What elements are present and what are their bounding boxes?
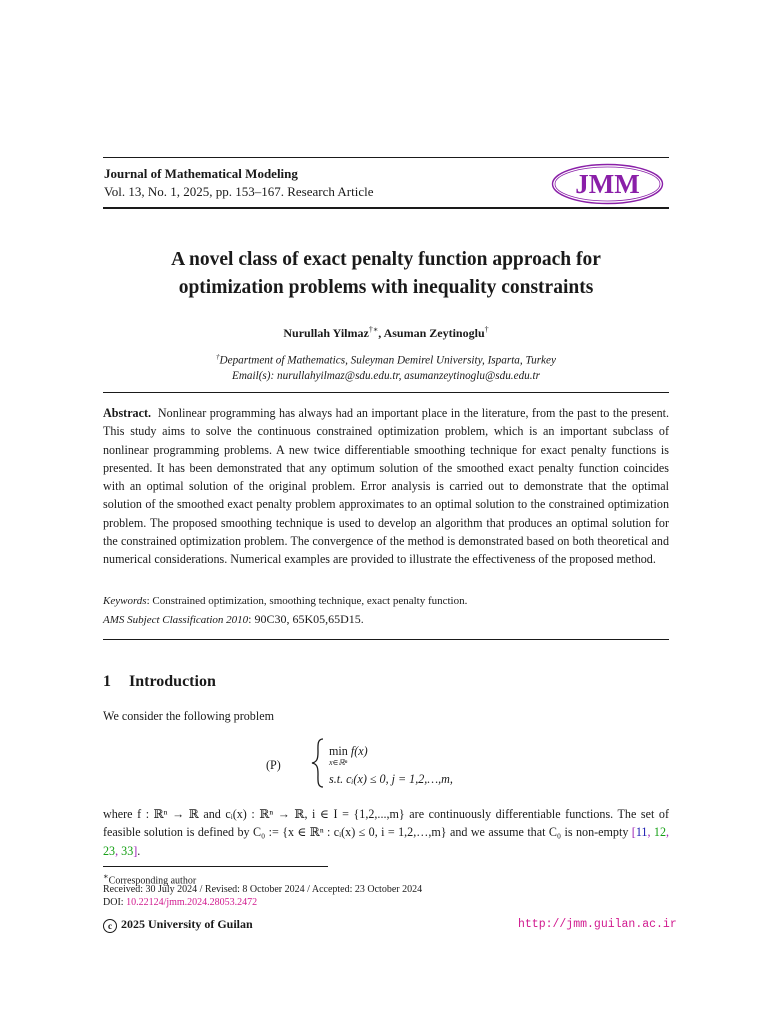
problem-objective-line — [329, 744, 368, 767]
citation-23[interactable]: 23 — [103, 843, 116, 858]
title-line-2: optimization problems with inequality constraints — [178, 277, 594, 298]
keywords-label: Keywords — [103, 595, 147, 607]
problem-constraint-line — [329, 772, 453, 787]
affiliation-emails: Email(s): nurullahyilmaz@sdu.edu.tr, asumanzeytinoglu@sdu.edu.tr — [231, 369, 541, 382]
objective-function: f(x) — [350, 744, 368, 758]
corresponding-mark: ∗ — [103, 872, 109, 881]
doi-link[interactable]: 10.22124/jmm.2024.28053.2472 — [126, 897, 258, 908]
author-separator: , — [378, 326, 384, 340]
cite-close-bracket: ] — [133, 843, 138, 858]
abstract — [103, 404, 669, 568]
ams-classification — [103, 612, 364, 627]
authors — [103, 325, 669, 341]
paragraph-end: . — [137, 843, 141, 858]
intro-sentence: We consider the following problem — [103, 709, 274, 723]
section-number: 1 — [103, 673, 111, 690]
author-1: Nurullah Yilmaz — [283, 326, 369, 340]
intro-paragraph — [103, 805, 669, 860]
problem-display — [266, 738, 566, 790]
min-subscript: x∈ℝⁿ — [329, 758, 348, 767]
journal-url-link[interactable]: http://jmm.guilan.ac.ir — [518, 918, 677, 931]
abstract-top-rule — [103, 392, 669, 393]
ams-text: : 90C30, 65K05,65D15. — [248, 612, 364, 626]
cite-comma: , — [647, 825, 654, 840]
cite-comma: , — [665, 825, 670, 840]
doi-label: DOI: — [103, 897, 127, 908]
paper-title — [103, 246, 669, 302]
section-title: Introduction — [129, 673, 216, 690]
jmm-logo-text: JMM — [575, 169, 640, 199]
copyright-text: 2025 University of Guilan — [121, 917, 253, 931]
keywords-text: : Constrained optimization, smoothing technique, exact penalty function. — [146, 595, 468, 607]
footnote-doi — [103, 897, 257, 908]
footnote-dates: Received: 30 July 2024 / Revised: 8 October 2024 / Accepted: 23 October 2024 — [103, 884, 423, 895]
keywords — [103, 595, 467, 607]
header-bottom-rule — [103, 207, 669, 209]
journal-volume-line: Vol. 13, No. 1, 2025, pp. 153–167. Research Article — [104, 184, 374, 199]
cite-open-bracket: [ — [631, 825, 636, 840]
citation-12[interactable]: 12 — [653, 825, 666, 840]
top-rule — [103, 157, 669, 158]
section-heading — [103, 673, 216, 691]
left-brace-icon — [311, 738, 325, 788]
affiliation-line-1: Department of Mathematics, Suleyman Demirel University, Isparta, Turkey — [219, 354, 556, 367]
problem-label: (P) — [266, 758, 281, 772]
jmm-logo — [551, 163, 664, 205]
author-2-marks: † — [484, 325, 489, 334]
cite-comma: , — [115, 843, 122, 858]
author-1-marks: †∗ — [368, 325, 379, 334]
author-2: Asuman Zeytinoglu — [383, 326, 485, 340]
journal-name: Journal of Mathematical Modeling — [104, 166, 298, 181]
citation-33[interactable]: 33 — [121, 843, 134, 858]
min-word: min — [329, 744, 348, 758]
affiliation — [103, 350, 669, 384]
abstract-bottom-rule — [103, 639, 669, 640]
abstract-text: Nonlinear programming has always had an important place in the literature, from the past to the present. This study aims to solve the continuous constrained optimization problem, which is an important subclass of nonlinear programming problems. A new twice differentiable smoothing technique for exact penalty functions is presented. It has been demonstrated that any optimum solution of the smoothed exact penalty function coincides with an optimal solution of the original problem. Error analysis is carried out to demonstrate that the optimal solution of the smoothed exact penalty problem approximates to an optimal solution to the constrained optimization problem. The proposed smoothing technique is used to develop an algorithm that produces an optimal solution for the constrained optimization problem. The convergence of the method is demonstrated based on both theoretical and numerical considerations. Numerical examples are provided to illustrate the effectiveness of the proposed method. — [103, 406, 670, 566]
citation-11[interactable]: 11 — [635, 825, 648, 840]
corresponding-text: Corresponding author — [108, 875, 197, 887]
footnote-rule — [103, 866, 328, 867]
title-line-1: A novel class of exact penalty function approach for — [171, 249, 601, 270]
constraint-text: s.t. cᵢ(x) ≤ 0, j = 1,2,…,m, — [329, 772, 453, 786]
abstract-label: Abstract. — [103, 406, 152, 420]
affiliation-mark: † — [216, 353, 220, 361]
ams-label: AMS Subject Classification 2010 — [103, 614, 249, 626]
copyright-icon: c — [103, 919, 117, 933]
copyright — [103, 917, 253, 933]
paragraph-text: where f : ℝⁿ → ℝ and cᵢ(x) : ℝⁿ → ℝ, i ∈ I = {1,2,...,m} are continuously differentiable functions. The set of feasible solution is defined by C₀ := {x ∈ ℝⁿ : cᵢ(x) ≤ 0, i = 1,2,…,m} and we assume that C₀ is non-empty — [103, 807, 669, 840]
